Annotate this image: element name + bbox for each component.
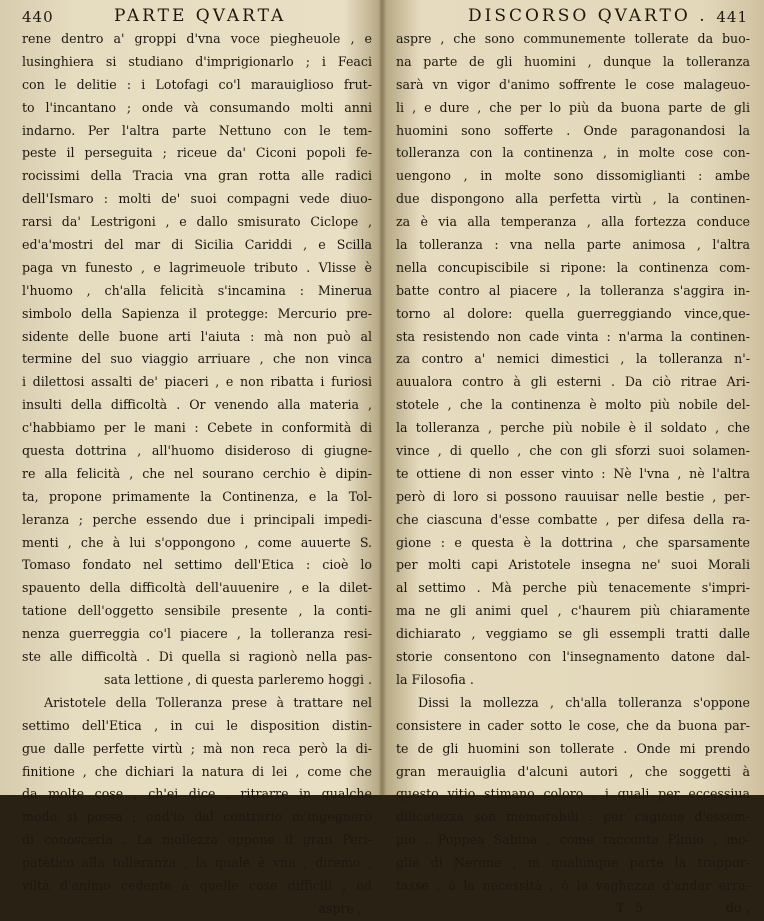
text-line: tatione dell'oggetto sensibile presente , la conti- [22,603,372,619]
text-line: glie di Nerone , in qualunque parte la trappor- [396,855,750,871]
text-line: insulti della difficoltà . Or venendo alla materia , [22,397,372,413]
text-line: to l'incantano ; onde và consumando molti anni [22,99,372,115]
text-line: leranza ; perche essendo due i principali impedi- [22,511,372,527]
text-line: termine del suo viaggio arriuare , che non vinca [22,351,372,367]
text-line: indarno. Per l'altra parte Nettuno con le tem- [22,122,372,138]
text-line: per molti capi Aristotele insegna ne' suoi Morali [396,557,750,573]
text-line: la tolleranza : vna nella parte animosa , l'altra [396,237,750,253]
text-line: questa dottrina , all'huomo disideroso di giugne- [22,443,372,459]
text-line: spauento della difficoltà dell'auuenire , e la dilet- [22,580,372,596]
text-line: te de gli huomini son tollerate . Onde mi prendo [396,740,750,756]
left-running-head: PARTE QVARTA [114,6,287,26]
text-line: stotele , che la continenza è molto più nobile del- [396,397,750,413]
text-line: la tolleranza , perche più nobile è il soldato , che [396,420,750,436]
text-line: i dilettosi assalti de' piaceri , e non ribatta i furiosi [22,374,372,390]
text-line: pio . Poppea Sabina , come racconta Plinio , mo- [396,832,750,848]
signature-mark: T 5 [616,900,647,916]
text-line: al settimo . Mà perche più tenacemente s'impri- [396,580,750,596]
text-line: gione : e questa è la dottrina , che sparsamente [396,534,750,550]
left-page-header [22,6,372,28]
text-line: paga vn funesto , e lagrimeuole tributo . Vlisse è [22,259,372,275]
text-line: re alla felicità , che nel sourano cerchio è dipin- [22,465,372,481]
text-line: nenza guerreggia co'l piacere , la tolleranza resi- [22,626,372,642]
text-line: na parte de gli huomini , dunque la tolleranza [396,53,750,69]
text-line: ste alle difficoltà . Di quella si ragionò nella pas- [22,649,372,665]
text-line: gue dalle perfette virtù ; mà non reca però la di- [22,740,372,756]
text-line: con le delitie : i Lotofagi co'l marauiglioso frut- [22,76,372,92]
text-line: storie consentono con l'insegnamento datone dal- [396,649,750,665]
text-line: viltà d'animo cedente à quelle cose difficili , ed [22,877,372,893]
text-line: huomini sono sofferte . Onde paragonandosi la [396,122,750,138]
text-line: dichiarato , veggiamo se gli essempli tratti dalle [396,626,750,642]
text-line: te ottiene di non esser vinto : Nè l'vna , nè l'altra [396,465,750,481]
text-line: tasse , ò la necessità , ò la vaghezza d'andar erra- [396,877,750,893]
text-line: da molte cose , ch'ei dice , ritrarre in qualche [22,786,372,802]
left-page-number: 440 [22,8,54,26]
text-line: li , e dure , che per lo più da buona parte de gli [396,99,750,115]
text-line: batte contro al piacere , la tolleranza s'aggira in- [396,282,750,298]
text-line: che ciascuna d'esse combatte , per difesa della ra- [396,511,750,527]
text-line: aspre , che sono communemente tollerate da buo- [396,31,750,46]
right-page [382,0,764,916]
text-line: torno al dolore: quella guerreggiando vince,que- [396,305,750,321]
text-line: lusinghiera si studiano d'imprigionarlo ; i Feaci [22,53,372,69]
text-line: dilicatezza son memorabili : per cagione d'essem- [396,809,750,825]
text-line: nella concupiscibile si ripone: la continenza com- [396,259,750,275]
text-line: ma ne gli animi quel , c'haurem più chiaramente [396,603,750,619]
text-line: la Filosofia . [396,671,474,687]
catchword: aspre , [318,900,362,916]
text-line: za contro a' nemici dimestici , la tolleranza n'- [396,351,750,367]
right-running-head: DISCORSO QVARTO . [468,6,708,26]
text-line: due dispongono alla perfetta virtù , la continen- [396,191,750,207]
text-line: di conoscerla . La mollezza oppone il gran Peri- [22,832,372,848]
text-line: sidente delle buone arti l'aiuta : mà non può al [22,328,372,344]
text-line: sata lettione , di questa parleremo hoggi . [103,671,372,687]
text-line: gran merauiglia d'alcuni autori , che soggetti à [396,763,750,779]
text-line: però di loro si possono rauuisar nelle bestie , per- [396,488,750,504]
text-line: peste il perseguita ; riceue da' Ciconi popoli fe- [22,145,372,161]
text-line: ed'a'mostri del mar di Sicilia Cariddi , e Scilla [22,237,372,253]
text-line: simbolo della Sapienza il protegge: Mercurio pre- [22,305,372,321]
text-line: c'habbiamo per le mani : Cebete in conformità di [22,420,372,436]
text-line: vince , di quello , che con gli sforzi suoi solamen- [396,443,750,459]
text-line: menti , che à lui s'oppongono , come auuerte S. [22,534,372,550]
left-page [0,0,382,916]
text-line: uengono , in molte sono dissomiglianti : ambe [396,168,750,184]
text-line: finitione , che dichiari la natura di lei , come che [22,763,372,779]
text-line: rocissimi della Tracia vna gran rotta alle radici [22,168,372,184]
text-line: consistere in cader sotto le cose, che da buona par- [396,717,750,733]
text-line: tolleranza con la continenza , in molte cose con- [396,145,750,161]
text-line: sta resistendo non cade vinta : n'arma la continen- [396,328,750,344]
text-line: settimo dell'Etica , in cui le disposition distin- [22,717,372,733]
right-page-header [396,6,750,28]
text-line: Dissi la mollezza , ch'alla tolleranza s'oppone [418,694,750,710]
left-page-text [22,28,372,921]
text-line: ta, propone primamente la Continenza, e la Tol- [22,488,372,504]
signature-line [396,898,750,921]
right-page-number: 441 [716,8,748,26]
text-line: rene dentro a' groppi d'vna voce piegheuole , e [22,31,372,46]
text-line: l'huomo , ch'alla felicità s'incamina : Minerua [22,282,372,298]
text-line: modo si possa ; ond'io dal contrario m'ingegnerò [22,809,372,825]
text-line: Aristotele della Tolleranza prese à trattare nel [44,694,372,710]
text-line: dell'Ismaro : molti de' suoi compagni vede diuo- [22,191,372,207]
right-page-text [396,28,750,921]
text-line: patetico alla tolleranza , la quale è vna , diremo , [22,855,372,871]
text-line: sarà vn vigor d'animo soffrente le cose malageuo- [396,76,750,92]
catchword: do , [725,900,750,916]
text-line: za è via alla temperanza , alla fortezza conduce [396,214,750,230]
text-line: auualora contro à gli esterni . Da ciò ritrae Ari- [396,374,750,390]
text-line: Tomaso fondato nel settimo dell'Etica : cioè lo [22,557,372,573]
text-line: rarsi da' Lestrigoni , e dallo smisurato Ciclope , [22,214,372,230]
text-line: questo vitio stimano coloro , i quali per eccessiua [396,786,750,802]
